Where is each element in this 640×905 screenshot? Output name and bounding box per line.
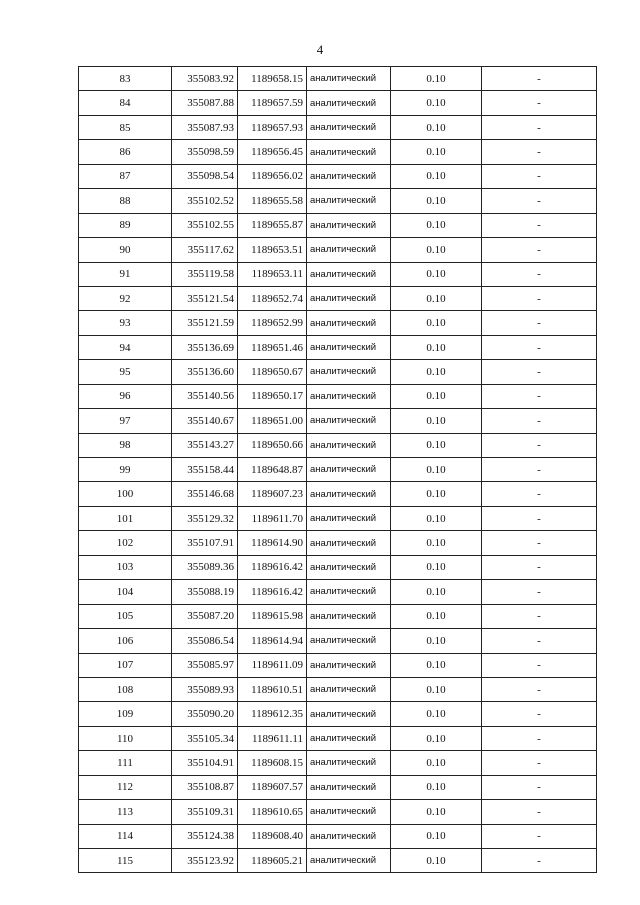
accuracy-cell: 0.10 [391, 360, 482, 384]
y-coordinate-cell: 1189657.93 [238, 115, 307, 139]
x-coordinate-cell: 355089.36 [172, 555, 238, 579]
x-coordinate-cell: 355158.44 [172, 458, 238, 482]
accuracy-cell: 0.10 [391, 751, 482, 775]
y-coordinate-cell: 1189616.42 [238, 555, 307, 579]
y-coordinate-cell: 1189611.11 [238, 726, 307, 750]
point-number-cell: 96 [79, 384, 172, 408]
table-row [79, 677, 597, 701]
method-cell: аналитический [307, 580, 391, 604]
table-row [79, 824, 597, 848]
point-number-cell: 93 [79, 311, 172, 335]
x-coordinate-cell: 355087.93 [172, 115, 238, 139]
y-coordinate-cell: 1189651.00 [238, 409, 307, 433]
point-number-cell: 89 [79, 213, 172, 237]
description-cell: - [482, 629, 597, 653]
x-coordinate-cell: 355136.69 [172, 335, 238, 359]
x-coordinate-cell: 355108.87 [172, 775, 238, 799]
method-cell: аналитический [307, 91, 391, 115]
method-cell: аналитический [307, 800, 391, 824]
y-coordinate-cell: 1189608.40 [238, 824, 307, 848]
table-row [79, 604, 597, 628]
page-number: 4 [316, 42, 324, 57]
method-cell: аналитический [307, 384, 391, 408]
method-cell: аналитический [307, 213, 391, 237]
accuracy-cell: 0.10 [391, 653, 482, 677]
accuracy-cell: 0.10 [391, 238, 482, 262]
x-coordinate-cell: 355129.32 [172, 506, 238, 530]
y-coordinate-cell: 1189655.58 [238, 189, 307, 213]
method-cell: аналитический [307, 189, 391, 213]
point-number-cell: 97 [79, 409, 172, 433]
accuracy-cell: 0.10 [391, 164, 482, 188]
method-cell: аналитический [307, 775, 391, 799]
accuracy-cell: 0.10 [391, 531, 482, 555]
x-coordinate-cell: 355104.91 [172, 751, 238, 775]
y-coordinate-cell: 1189648.87 [238, 458, 307, 482]
table-row [79, 702, 597, 726]
method-cell: аналитический [307, 824, 391, 848]
y-coordinate-cell: 1189658.15 [238, 67, 307, 91]
table-row [79, 555, 597, 579]
method-cell: аналитический [307, 629, 391, 653]
x-coordinate-cell: 355102.52 [172, 189, 238, 213]
table-row [79, 238, 597, 262]
x-coordinate-cell: 355086.54 [172, 629, 238, 653]
point-number-cell: 111 [79, 751, 172, 775]
description-cell: - [482, 580, 597, 604]
table-row [79, 800, 597, 824]
table-row [79, 629, 597, 653]
point-number-cell: 109 [79, 702, 172, 726]
point-number-cell: 113 [79, 800, 172, 824]
point-number-cell: 103 [79, 555, 172, 579]
accuracy-cell: 0.10 [391, 433, 482, 457]
x-coordinate-cell: 355102.55 [172, 213, 238, 237]
point-number-cell: 83 [79, 67, 172, 91]
x-coordinate-cell: 355098.59 [172, 140, 238, 164]
table-row [79, 91, 597, 115]
point-number-cell: 115 [79, 849, 172, 873]
point-number-cell: 87 [79, 164, 172, 188]
description-cell: - [482, 702, 597, 726]
point-number-cell: 114 [79, 824, 172, 848]
description-cell: - [482, 800, 597, 824]
point-number-cell: 99 [79, 458, 172, 482]
method-cell: аналитический [307, 140, 391, 164]
y-coordinate-cell: 1189611.70 [238, 506, 307, 530]
description-cell: - [482, 726, 597, 750]
x-coordinate-cell: 355089.93 [172, 677, 238, 701]
accuracy-cell: 0.10 [391, 409, 482, 433]
description-cell: - [482, 604, 597, 628]
point-number-cell: 110 [79, 726, 172, 750]
description-cell: - [482, 653, 597, 677]
x-coordinate-cell: 355124.38 [172, 824, 238, 848]
table-row [79, 67, 597, 91]
x-coordinate-cell: 355117.62 [172, 238, 238, 262]
y-coordinate-cell: 1189650.17 [238, 384, 307, 408]
coordinates-table-body [79, 67, 597, 873]
description-cell: - [482, 555, 597, 579]
description-cell: - [482, 751, 597, 775]
method-cell: аналитический [307, 409, 391, 433]
table-row [79, 482, 597, 506]
method-cell: аналитический [307, 726, 391, 750]
description-cell: - [482, 360, 597, 384]
method-cell: аналитический [307, 555, 391, 579]
x-coordinate-cell: 355087.20 [172, 604, 238, 628]
point-number-cell: 95 [79, 360, 172, 384]
method-cell: аналитический [307, 531, 391, 555]
table-row [79, 311, 597, 335]
x-coordinate-cell: 355088.19 [172, 580, 238, 604]
point-number-cell: 91 [79, 262, 172, 286]
accuracy-cell: 0.10 [391, 286, 482, 310]
table-row [79, 140, 597, 164]
y-coordinate-cell: 1189656.45 [238, 140, 307, 164]
y-coordinate-cell: 1189652.74 [238, 286, 307, 310]
x-coordinate-cell: 355121.54 [172, 286, 238, 310]
y-coordinate-cell: 1189608.15 [238, 751, 307, 775]
y-coordinate-cell: 1189610.65 [238, 800, 307, 824]
method-cell: аналитический [307, 702, 391, 726]
accuracy-cell: 0.10 [391, 262, 482, 286]
description-cell: - [482, 238, 597, 262]
point-number-cell: 105 [79, 604, 172, 628]
point-number-cell: 104 [79, 580, 172, 604]
description-cell: - [482, 140, 597, 164]
method-cell: аналитический [307, 164, 391, 188]
y-coordinate-cell: 1189655.87 [238, 213, 307, 237]
y-coordinate-cell: 1189656.02 [238, 164, 307, 188]
description-cell: - [482, 458, 597, 482]
y-coordinate-cell: 1189607.57 [238, 775, 307, 799]
y-coordinate-cell: 1189614.90 [238, 531, 307, 555]
description-cell: - [482, 335, 597, 359]
point-number-cell: 101 [79, 506, 172, 530]
x-coordinate-cell: 355123.92 [172, 849, 238, 873]
description-cell: - [482, 213, 597, 237]
description-cell: - [482, 164, 597, 188]
accuracy-cell: 0.10 [391, 677, 482, 701]
accuracy-cell: 0.10 [391, 580, 482, 604]
table-row [79, 286, 597, 310]
x-coordinate-cell: 355136.60 [172, 360, 238, 384]
accuracy-cell: 0.10 [391, 91, 482, 115]
x-coordinate-cell: 355107.91 [172, 531, 238, 555]
method-cell: аналитический [307, 506, 391, 530]
table-row [79, 531, 597, 555]
x-coordinate-cell: 355098.54 [172, 164, 238, 188]
point-number-cell: 94 [79, 335, 172, 359]
point-number-cell: 107 [79, 653, 172, 677]
y-coordinate-cell: 1189611.09 [238, 653, 307, 677]
method-cell: аналитический [307, 311, 391, 335]
method-cell: аналитический [307, 849, 391, 873]
description-cell: - [482, 67, 597, 91]
x-coordinate-cell: 355121.59 [172, 311, 238, 335]
table-row [79, 384, 597, 408]
point-number-cell: 90 [79, 238, 172, 262]
accuracy-cell: 0.10 [391, 775, 482, 799]
x-coordinate-cell: 355085.97 [172, 653, 238, 677]
description-cell: - [482, 262, 597, 286]
y-coordinate-cell: 1189651.46 [238, 335, 307, 359]
description-cell: - [482, 409, 597, 433]
description-cell: - [482, 506, 597, 530]
accuracy-cell: 0.10 [391, 115, 482, 139]
y-coordinate-cell: 1189605.21 [238, 849, 307, 873]
method-cell: аналитический [307, 653, 391, 677]
table-row [79, 751, 597, 775]
point-number-cell: 112 [79, 775, 172, 799]
accuracy-cell: 0.10 [391, 506, 482, 530]
description-cell: - [482, 433, 597, 457]
accuracy-cell: 0.10 [391, 140, 482, 164]
description-cell: - [482, 311, 597, 335]
description-cell: - [482, 849, 597, 873]
y-coordinate-cell: 1189650.66 [238, 433, 307, 457]
accuracy-cell: 0.10 [391, 800, 482, 824]
method-cell: аналитический [307, 286, 391, 310]
accuracy-cell: 0.10 [391, 458, 482, 482]
accuracy-cell: 0.10 [391, 604, 482, 628]
method-cell: аналитический [307, 433, 391, 457]
y-coordinate-cell: 1189614.94 [238, 629, 307, 653]
accuracy-cell: 0.10 [391, 702, 482, 726]
table-row [79, 775, 597, 799]
y-coordinate-cell: 1189653.51 [238, 238, 307, 262]
table-row [79, 433, 597, 457]
x-coordinate-cell: 355146.68 [172, 482, 238, 506]
description-cell: - [482, 384, 597, 408]
description-cell: - [482, 115, 597, 139]
table-row [79, 580, 597, 604]
x-coordinate-cell: 355090.20 [172, 702, 238, 726]
method-cell: аналитический [307, 115, 391, 139]
description-cell: - [482, 824, 597, 848]
y-coordinate-cell: 1189652.99 [238, 311, 307, 335]
accuracy-cell: 0.10 [391, 629, 482, 653]
table-row [79, 409, 597, 433]
x-coordinate-cell: 355105.34 [172, 726, 238, 750]
point-number-cell: 106 [79, 629, 172, 653]
y-coordinate-cell: 1189615.98 [238, 604, 307, 628]
description-cell: - [482, 531, 597, 555]
accuracy-cell: 0.10 [391, 384, 482, 408]
description-cell: - [482, 677, 597, 701]
method-cell: аналитический [307, 751, 391, 775]
description-cell: - [482, 775, 597, 799]
point-number-cell: 92 [79, 286, 172, 310]
accuracy-cell: 0.10 [391, 67, 482, 91]
method-cell: аналитический [307, 360, 391, 384]
y-coordinate-cell: 1189650.67 [238, 360, 307, 384]
accuracy-cell: 0.10 [391, 311, 482, 335]
description-cell: - [482, 189, 597, 213]
table-row [79, 213, 597, 237]
table-row [79, 115, 597, 139]
point-number-cell: 100 [79, 482, 172, 506]
method-cell: аналитический [307, 677, 391, 701]
y-coordinate-cell: 1189612.35 [238, 702, 307, 726]
table-row [79, 653, 597, 677]
x-coordinate-cell: 355109.31 [172, 800, 238, 824]
accuracy-cell: 0.10 [391, 849, 482, 873]
table-row [79, 458, 597, 482]
description-cell: - [482, 91, 597, 115]
x-coordinate-cell: 355083.92 [172, 67, 238, 91]
point-number-cell: 108 [79, 677, 172, 701]
y-coordinate-cell: 1189657.59 [238, 91, 307, 115]
accuracy-cell: 0.10 [391, 824, 482, 848]
accuracy-cell: 0.10 [391, 189, 482, 213]
method-cell: аналитический [307, 262, 391, 286]
description-cell: - [482, 286, 597, 310]
x-coordinate-cell: 355143.27 [172, 433, 238, 457]
x-coordinate-cell: 355119.58 [172, 262, 238, 286]
coordinates-table [78, 66, 597, 873]
method-cell: аналитический [307, 67, 391, 91]
point-number-cell: 84 [79, 91, 172, 115]
point-number-cell: 85 [79, 115, 172, 139]
table-row [79, 262, 597, 286]
table-row [79, 164, 597, 188]
description-cell: - [482, 482, 597, 506]
y-coordinate-cell: 1189607.23 [238, 482, 307, 506]
table-row [79, 849, 597, 873]
method-cell: аналитический [307, 458, 391, 482]
table-row [79, 726, 597, 750]
y-coordinate-cell: 1189610.51 [238, 677, 307, 701]
accuracy-cell: 0.10 [391, 213, 482, 237]
accuracy-cell: 0.10 [391, 726, 482, 750]
table-row [79, 506, 597, 530]
accuracy-cell: 0.10 [391, 482, 482, 506]
table-row [79, 189, 597, 213]
method-cell: аналитический [307, 238, 391, 262]
method-cell: аналитический [307, 482, 391, 506]
table-row [79, 335, 597, 359]
y-coordinate-cell: 1189616.42 [238, 580, 307, 604]
method-cell: аналитический [307, 604, 391, 628]
point-number-cell: 98 [79, 433, 172, 457]
accuracy-cell: 0.10 [391, 555, 482, 579]
y-coordinate-cell: 1189653.11 [238, 262, 307, 286]
point-number-cell: 88 [79, 189, 172, 213]
point-number-cell: 86 [79, 140, 172, 164]
x-coordinate-cell: 355087.88 [172, 91, 238, 115]
accuracy-cell: 0.10 [391, 335, 482, 359]
table-row [79, 360, 597, 384]
point-number-cell: 102 [79, 531, 172, 555]
x-coordinate-cell: 355140.56 [172, 384, 238, 408]
x-coordinate-cell: 355140.67 [172, 409, 238, 433]
method-cell: аналитический [307, 335, 391, 359]
